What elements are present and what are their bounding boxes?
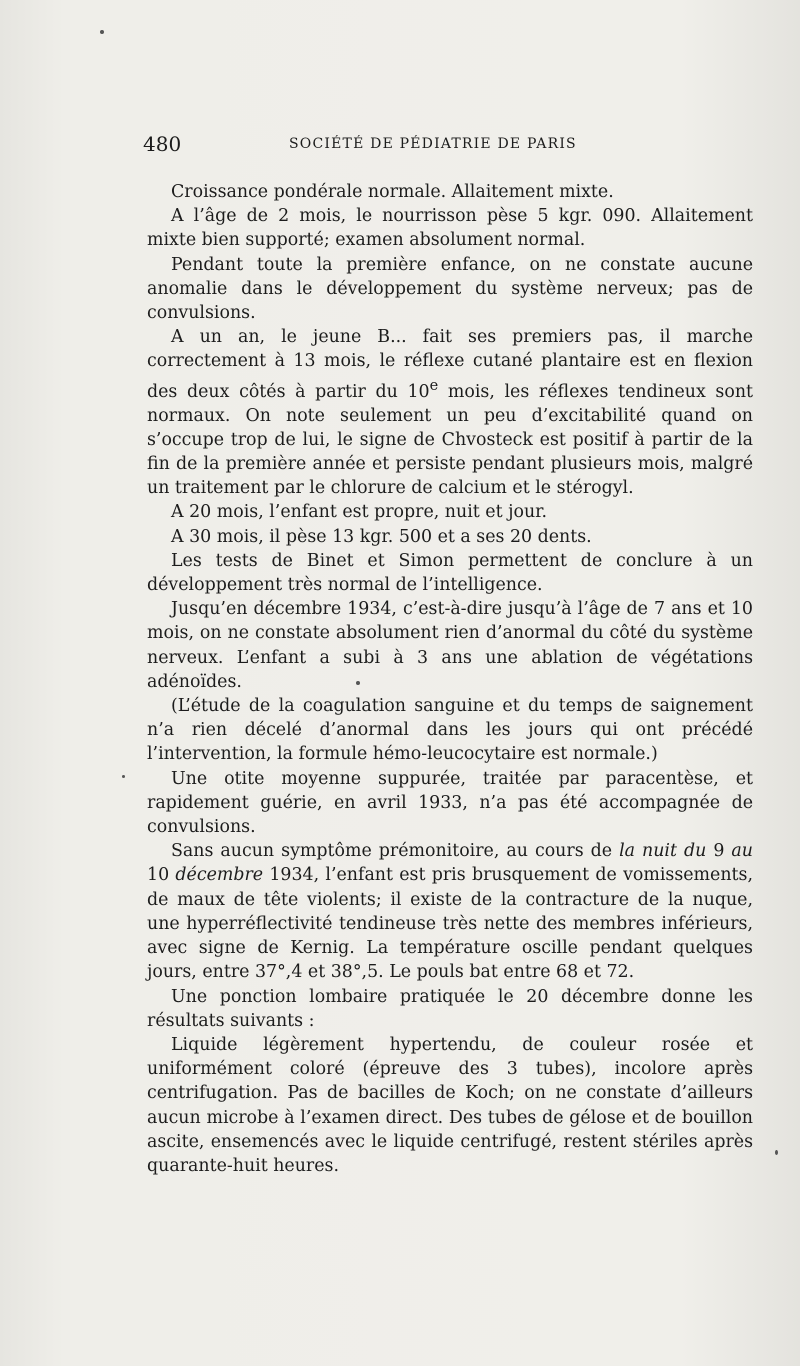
paragraph: Liquide légèrement hypertendu, de couleur rosée et uniformément coloré (épreuve des 3 tubes), incolore après centrifugation. Pas de bacilles de Koch; on ne constate d’ailleurs aucun microbe à l’examen direct. Des tubes de gélose et de bouillon ascite, ensemencés avec le liquide centrifugé, restent stériles après quarante-huit heures. bbox=[147, 1034, 753, 1176]
text-run: 10 bbox=[147, 865, 176, 886]
paragraph: A l’âge de 2 mois, le nourrisson pèse 5 kgr. 090. Allaitement mixte bien supporté; examen absolument normal. bbox=[147, 206, 753, 251]
ink-speck bbox=[775, 1150, 778, 1155]
page-number: 480 bbox=[143, 132, 182, 156]
paragraph bbox=[147, 325, 753, 500]
paragraph: Jusqu’en décembre 1934, c’est-à-dire jusqu’à l’âge de 7 ans et 10 mois, on ne constate absolument rien d’anormal du côté du système nerveux. L’enfant a subi à 3 ans une ablation de végétations adénoïdes. bbox=[147, 599, 753, 692]
text-run: A un an, le jeune B... fait ses premiers pas, il marche correctement à 13 mois, le réflexe cutané plantaire est en flexion des deux côtés à partir du 10 bbox=[147, 327, 753, 402]
paragraph: Les tests de Binet et Simon permettent de conclure à un développement très normal de l’intelligence. bbox=[147, 550, 753, 596]
page-header bbox=[143, 132, 613, 160]
paragraph: A 20 mois, l’enfant est propre, nuit et jour. bbox=[171, 502, 548, 523]
paragraph: Une ponction lombaire pratiquée le 20 décembre donne les résultats suivants : bbox=[147, 986, 753, 1031]
ink-speck bbox=[356, 681, 360, 685]
text-run: 9 bbox=[706, 841, 732, 862]
paragraph: Pendant toute la première enfance, on ne constate aucune anomalie dans le développement du système nerveux; pas de convulsions. bbox=[147, 254, 753, 324]
running-title: SOCIÉTÉ DE PÉDIATRIE DE PARIS bbox=[289, 136, 577, 152]
italic-run: au bbox=[731, 841, 753, 862]
superscript: e bbox=[429, 377, 439, 394]
text-run: mois, les réflexes tendineux sont normaux. On note seulement un peu d’excitabilité quand on s’occupe trop de lui, le signe de Chvosteck est positif à partir de la fin de la première année et persiste pendant plusieurs mois, malgré un traitement par le chlorure de calcium et le stérogyl. bbox=[147, 381, 754, 499]
italic-run: décembre bbox=[175, 865, 264, 886]
paragraph: (L’étude de la coagulation sanguine et du temps de saignement n’a rien décelé d’anormal dans les jours qui ont précédé l’intervention, la formule hémo-leucocytaire est normale.) bbox=[147, 696, 753, 765]
body-text bbox=[147, 180, 753, 1178]
text-run: 1934, l’enfant est pris brusquement de vomissements, de maux de tête violents; il existe de la contracture de la nuque, une hyperréflectivité tendineuse très nette des membres inférieurs, avec signe de Kernig. La température oscille pendant quelques jours, entre 37°,4 et 38°,5. Le pouls bat entre 68 et 72. bbox=[147, 865, 753, 983]
paragraph bbox=[147, 839, 753, 984]
ink-speck bbox=[122, 775, 125, 778]
italic-run: la nuit du bbox=[619, 841, 707, 862]
paragraph: A 30 mois, il pèse 13 kgr. 500 et a ses 20 dents. bbox=[171, 526, 592, 547]
ink-speck bbox=[100, 30, 104, 34]
paragraph: Une otite moyenne suppurée, traitée par paracentèse, et rapidement guérie, en avril 1933, n’a pas été accompagnée de convulsions. bbox=[147, 768, 753, 838]
paragraph: Croissance pondérale normale. Allaitement mixte. bbox=[171, 182, 614, 202]
text-run: Sans aucun symptôme prémonitoire, au cours de bbox=[171, 841, 620, 862]
